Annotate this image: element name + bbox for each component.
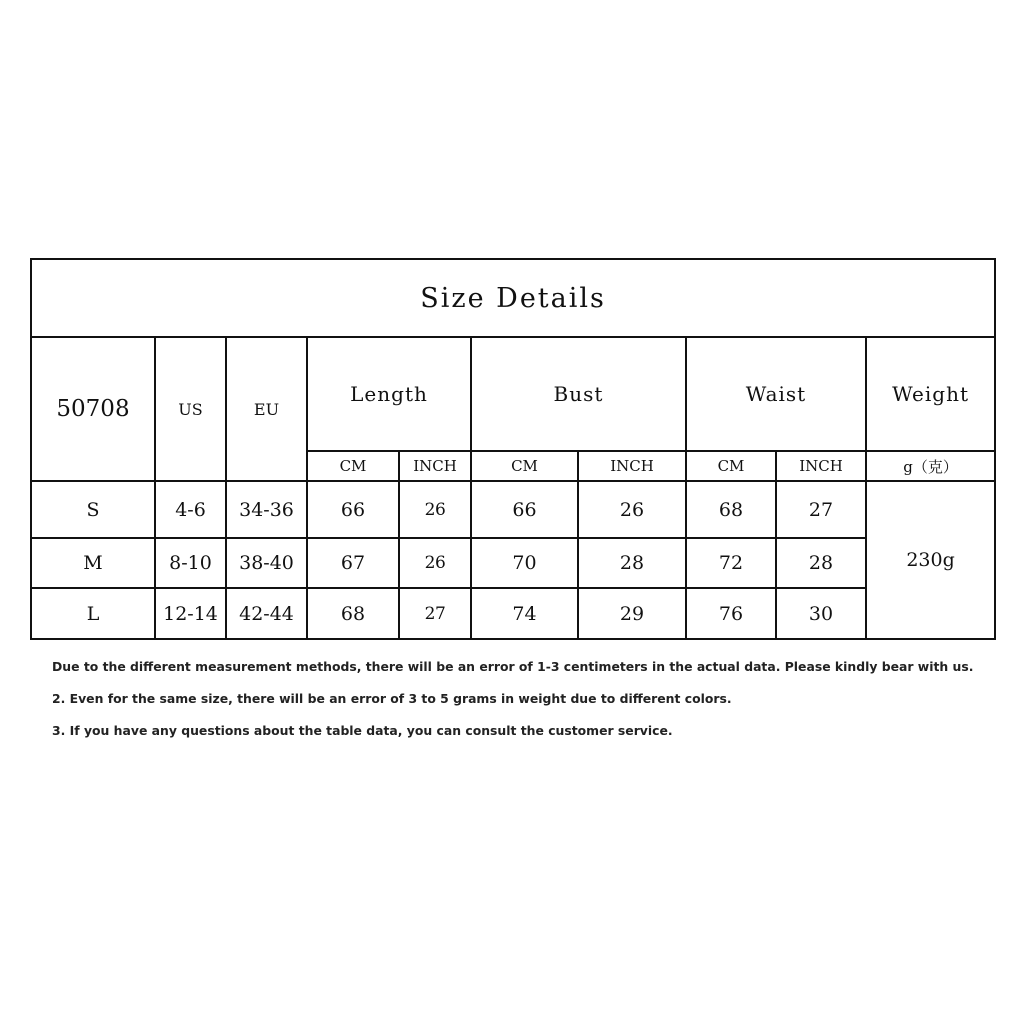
waist-header: Waist	[686, 337, 866, 451]
us-cell: 8-10	[155, 538, 226, 588]
notes-section	[52, 658, 1002, 754]
waist-cm-cell: 68	[686, 481, 776, 538]
size-details-table	[30, 258, 996, 640]
length-inch-cell: 26	[399, 481, 471, 538]
waist-cm-cell: 72	[686, 538, 776, 588]
note-customer-service: 3. If you have any questions about the table data, you can consult the customer service.	[52, 723, 673, 738]
length-inch-header: INCH	[399, 451, 471, 481]
us-cell: 4-6	[155, 481, 226, 538]
size-cell: S	[31, 481, 155, 538]
length-inch-cell: 26	[399, 538, 471, 588]
waist-inch-cell: 30	[776, 588, 866, 639]
size-cell: M	[31, 538, 155, 588]
bust-cm-cell: 66	[471, 481, 578, 538]
waist-inch-cell: 27	[776, 481, 866, 538]
model-number: 50708	[31, 337, 155, 481]
waist-inch-header: INCH	[776, 451, 866, 481]
weight-value-cell: 230g	[866, 481, 995, 639]
eu-header: EU	[226, 337, 307, 481]
waist-cm-header: CM	[686, 451, 776, 481]
table-row	[31, 538, 995, 588]
length-cm-header: CM	[307, 451, 399, 481]
bust-cm-cell: 74	[471, 588, 578, 639]
bust-inch-cell: 26	[578, 481, 686, 538]
eu-cell: 34-36	[226, 481, 307, 538]
weight-header: Weight	[866, 337, 995, 451]
note-weight-error: 2. Even for the same size, there will be an error of 3 to 5 grams in weight due to different colors.	[52, 691, 732, 706]
bust-header: Bust	[471, 337, 686, 451]
weight-unit-header: g（克）	[866, 451, 995, 481]
length-cm-cell: 66	[307, 481, 399, 538]
bust-inch-cell: 28	[578, 538, 686, 588]
us-header: US	[155, 337, 226, 481]
table-row	[31, 481, 995, 538]
us-cell: 12-14	[155, 588, 226, 639]
length-cm-cell: 68	[307, 588, 399, 639]
length-header: Length	[307, 337, 471, 451]
eu-cell: 38-40	[226, 538, 307, 588]
waist-inch-cell: 28	[776, 538, 866, 588]
size-cell: L	[31, 588, 155, 639]
bust-inch-header: INCH	[578, 451, 686, 481]
note-measurement-error: Due to the different measurement methods, there will be an error of 1-3 centimeters in the actual data. Please kindly bear with us.	[52, 659, 974, 674]
table-title: Size Details	[31, 259, 995, 337]
eu-cell: 42-44	[226, 588, 307, 639]
bust-inch-cell: 29	[578, 588, 686, 639]
waist-cm-cell: 76	[686, 588, 776, 639]
length-inch-cell: 27	[399, 588, 471, 639]
table-row	[31, 588, 995, 639]
length-cm-cell: 67	[307, 538, 399, 588]
bust-cm-cell: 70	[471, 538, 578, 588]
bust-cm-header: CM	[471, 451, 578, 481]
